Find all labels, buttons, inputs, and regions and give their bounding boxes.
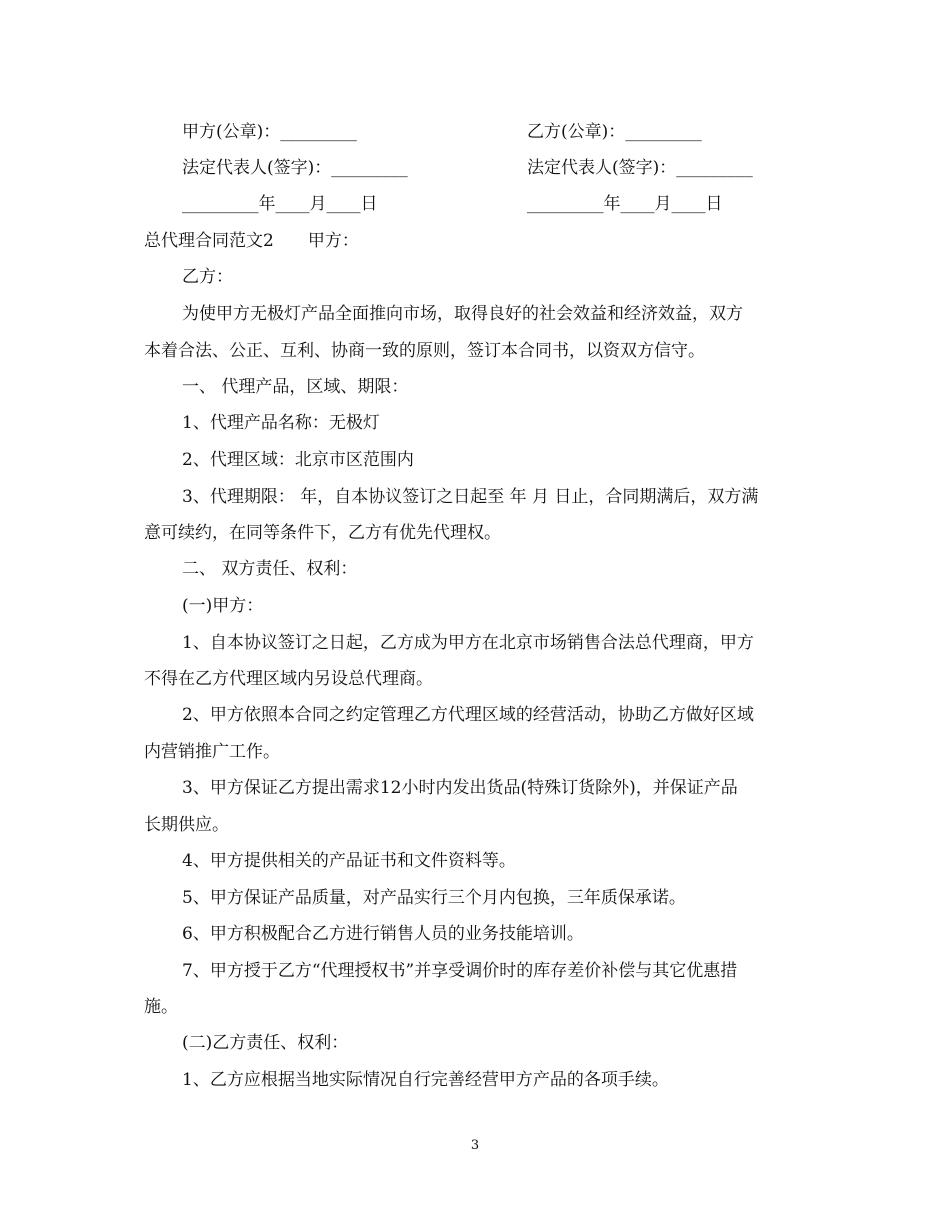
- clause-b1: 1、乙方应根据当地实际情况自行完善经营甲方产品的各项手续。: [182, 1070, 669, 1090]
- party-b-date-line: _________年____月____日: [527, 194, 723, 214]
- contract-title-line: 总代理合同范文2 甲方：: [144, 231, 359, 251]
- clause-a7-line-2: 施。: [144, 997, 178, 1017]
- item-1-3-line-1: 3、代理期限： 年，自本协议签订之日起至 年 月 日止，合同期满后，双方满: [182, 487, 759, 507]
- section-1-heading: 一、 代理产品，区域、期限：: [182, 377, 409, 397]
- party-b-seal-line: 乙方(公章)：_________: [527, 122, 702, 142]
- clause-a1-line-1: 1、自本协议签订之日起，乙方成为甲方在北京市场销售合法总代理商，甲方: [182, 633, 754, 653]
- sub-section-a-heading: (一)甲方：: [182, 596, 264, 616]
- party-b-label: 乙方：: [182, 267, 233, 287]
- party-a-seal-line: 甲方(公章)：_________: [182, 122, 357, 142]
- clause-a1-line-2: 不得在乙方代理区域内另设总代理商。: [144, 669, 433, 689]
- clause-a5: 5、甲方保证产品质量，对产品实行三个月内包换，三年质保承诺。: [182, 888, 686, 908]
- clause-a7-line-1: 7、甲方授于乙方“代理授权书”并享受调价时的库存差价补偿与其它优惠措: [182, 961, 738, 981]
- party-a-representative-line: 法定代表人(签字)：_________: [182, 158, 408, 178]
- item-1-1: 1、代理产品名称：无极灯: [182, 413, 380, 433]
- page-number: 3: [470, 1138, 480, 1153]
- clause-a3-line-1: 3、甲方保证乙方提出需求12小时内发出货品(特殊订货除外)，并保证产品: [182, 778, 738, 798]
- clause-a3-line-2: 长期供应。: [144, 815, 229, 835]
- preamble-line-2: 本着合法、公正、互利、协商一致的原则，签订本合同书，以资双方信守。: [144, 341, 705, 361]
- clause-a2-line-1: 2、甲方依照本合同之约定管理乙方代理区域的经营活动，协助乙方做好区域: [182, 705, 754, 725]
- sub-section-b-heading: (二)乙方责任、权利：: [182, 1033, 349, 1053]
- clause-a4: 4、甲方提供相关的产品证书和文件资料等。: [182, 851, 516, 871]
- party-a-date-line: _________年____月____日: [182, 194, 378, 214]
- clause-a6: 6、甲方积极配合乙方进行销售人员的业务技能培训。: [182, 924, 584, 944]
- section-2-heading: 二、 双方责任、权利：: [182, 559, 358, 579]
- party-b-representative-line: 法定代表人(签字)：_________: [527, 158, 753, 178]
- item-1-3-line-2: 意可续约，在同等条件下，乙方有优先代理权。: [144, 523, 501, 543]
- clause-a2-line-2: 内营销推广工作。: [144, 742, 280, 762]
- preamble-line-1: 为使甲方无极灯产品全面推向市场，取得良好的社会效益和经济效益，双方: [182, 304, 743, 324]
- item-1-2: 2、代理区域：北京市区范围内: [182, 450, 414, 470]
